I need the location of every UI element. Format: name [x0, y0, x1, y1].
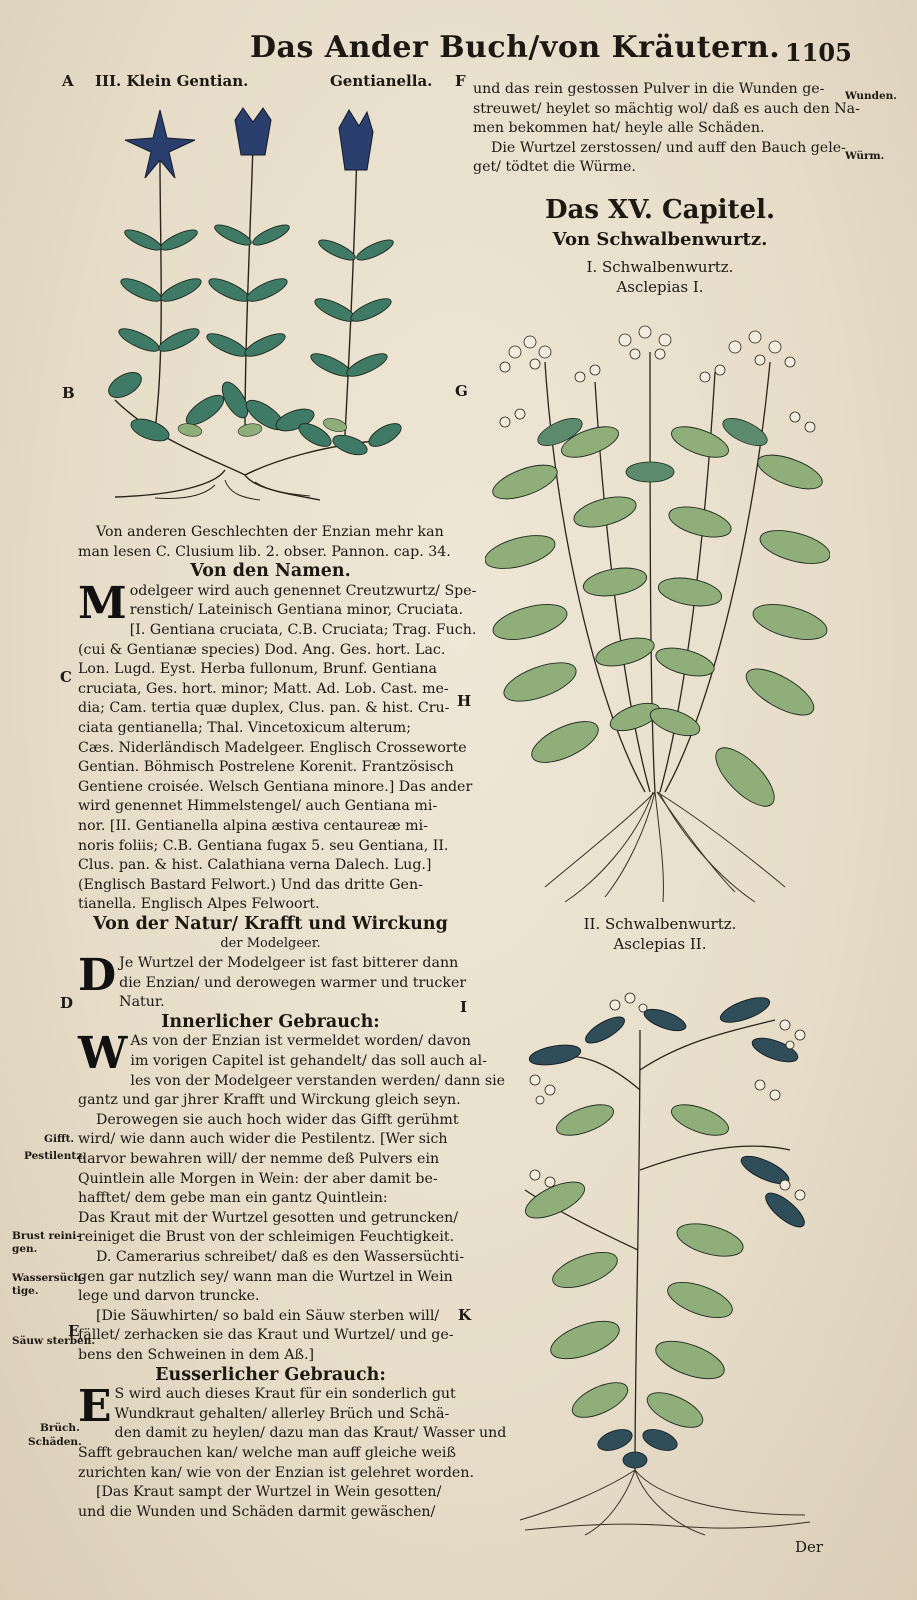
asclepias-1-illustration: [485, 322, 830, 917]
chapter-heading: [475, 195, 845, 296]
side-note-pestilentz: Pestilentz.: [24, 1150, 86, 1162]
gentian-illustration: [95, 100, 415, 515]
nature-paragraph: [78, 950, 467, 1013]
text-line: S wird auch dieses Kraut für ein sonderlich gut: [114, 1386, 456, 1403]
text-line: hafftet/ dem gebe man ein gantz Quintlein:: [78, 1190, 388, 1207]
side-note-wurm: Würm.: [845, 150, 885, 162]
drop-cap-m: M: [78, 577, 127, 629]
asclepias-2-illustration: [515, 970, 820, 1545]
plant3-latin: Asclepias II.: [613, 935, 707, 953]
plant1-label: III. Klein Gentian.: [95, 72, 249, 90]
side-note-wasser-2: tige.: [12, 1285, 39, 1297]
running-title: Das Ander Buch/von Kräutern.: [250, 30, 781, 65]
text-line: Cæs. Niderländisch Madelgeer. Englisch Crosseworte: [78, 739, 467, 756]
text-line: get/ tödtet die Würme.: [473, 159, 636, 176]
text-line: tianella. Englisch Alpes Felwoort.: [78, 896, 320, 913]
text-line: renstich/ Lateinisch Gentiana minor, Cruciata.: [129, 602, 463, 619]
margin-letter-k: K: [458, 1306, 472, 1324]
text-line: noris foliis; C.B. Gentiana fugax 5. seu Gentiana, II.: [78, 837, 449, 854]
text-line: (Englisch Bastard Felwort.) Und das dritte Gen-: [78, 876, 423, 893]
text-line: Gentian. Böhmisch Postrelene Korenit. Frantzösisch: [78, 759, 454, 776]
margin-letter-d: D: [60, 994, 74, 1012]
outer-use-heading: Eusserlicher Gebrauch:: [155, 1364, 386, 1385]
text-line: und die Wunden und Schäden darmit gewäschen/: [78, 1503, 436, 1520]
margin-letter-h: H: [457, 692, 472, 710]
nature-heading: Von der Natur/ Krafft und Wirckung: [93, 913, 448, 934]
nature-heading-2: der Modelgeer.: [220, 936, 321, 952]
text-line: Das Kraut mit der Wurtzel gesotten und getruncken/: [78, 1209, 459, 1226]
text-line: [I. Gentiana cruciata, C.B. Cruciata; Trag. Fuch.: [129, 621, 477, 638]
text-line: Gentiene croisée. Welsch Gentiana minore.] Das ander: [78, 778, 473, 795]
text-line: lege und darvon truncke.: [78, 1288, 260, 1305]
inner-use-paragraph: [78, 1028, 506, 1365]
text-line: Die Wurtzel zerstossen/ und auff den Bauch gele-: [491, 139, 846, 156]
text-line: im vorigen Capitel ist gehandelt/ das soll auch al-: [130, 1053, 487, 1070]
chapter-title: Das XV. Capitel.: [544, 195, 776, 225]
text-line: gantz und gar jhrer Krafft und Wirckung gleich seyn.: [78, 1092, 461, 1109]
side-note-sauw: Säuw sterben.: [12, 1335, 96, 1347]
text-line: Clus. pan. & hist. Calathiana verna Dalech. Lug.]: [78, 857, 432, 874]
plant2-latin: Asclepias I.: [616, 278, 704, 296]
text-line: Derowegen sie auch hoch wider das Gifft gerühmt: [96, 1111, 459, 1128]
text-line: und das rein gestossen Pulver in die Wunden ge-: [473, 81, 825, 97]
margin-letter-c: C: [60, 668, 72, 686]
drop-cap-w: W: [78, 1028, 128, 1080]
text-line: streuwet/ heylet so mächtig wol/ daß es auch den Na-: [473, 100, 860, 117]
text-line: Quintlein alle Morgen in Wein: der aber damit be-: [78, 1170, 438, 1187]
names-paragraph: [78, 577, 477, 915]
catchword: Der: [795, 1538, 824, 1556]
text-line: reiniget die Brust von der schleimigen Feuchtigkeit.: [78, 1229, 455, 1246]
margin-letter-f: F: [455, 72, 466, 90]
drop-cap-e: E: [78, 1381, 112, 1433]
outer-use-paragraph: [78, 1381, 507, 1522]
inner-use-heading: Innerlicher Gebrauch:: [161, 1011, 380, 1032]
side-note-gifft: Gifft.: [44, 1133, 75, 1145]
text-line: den damit zu heylen/ dazu man das Kraut/ Wasser und: [114, 1425, 507, 1442]
text-line: [Die Säuwhirten/ so bald ein Säuw sterben will/: [96, 1307, 440, 1324]
side-note-wunden: Wunden.: [845, 90, 897, 102]
text-line: cruciata, Ges. hort. minor; Matt. Ad. Lob. Cast. me-: [78, 680, 449, 697]
margin-letter-b: B: [62, 384, 75, 402]
plant2-label: I. Schwalbenwurtz.: [586, 258, 734, 276]
text-line: [Das Kraut sampt der Wurtzel in Wein gesotten/: [96, 1484, 442, 1501]
text-line: (cui & Gentianæ species) Dod. Ang. Ges. hort. Lac.: [78, 641, 446, 658]
right-column-top: [473, 80, 860, 178]
side-note-brust: Brust reini-: [12, 1230, 81, 1242]
chapter-subtitle: Von Schwalbenwurtz.: [552, 229, 768, 250]
text-line: men bekommen hat/ heyle alle Schäden.: [473, 120, 765, 137]
margin-letter-e: E: [68, 1322, 80, 1340]
margin-letter-a: A: [62, 72, 74, 90]
margin-letter-g: G: [455, 382, 468, 400]
plant3-caption: [475, 915, 845, 953]
text-line: Safft gebrauchen kan/ welche man auff gleiche weiß: [78, 1444, 456, 1461]
names-heading: Von den Namen.: [190, 561, 351, 582]
text-line: fället/ zerhacken sie das Kraut und Wurtzel/ und ge-: [78, 1327, 454, 1344]
intro-line: man lesen C. Clusium lib. 2. obser. Pannon. cap. 34.: [78, 543, 451, 560]
plant1-latin: Gentianella.: [330, 72, 433, 90]
text-line: odelgeer wird auch genennet Creutzwurtz/ Spe-: [129, 582, 477, 599]
intro-line: Von anderen Geschlechten der Enzian mehr kan: [96, 524, 444, 540]
side-note-schaden: Schäden.: [28, 1436, 82, 1448]
text-line: dia; Cam. tertia quæ duplex, Clus. pan. & hist. Cru-: [78, 700, 450, 717]
text-line: Natur.: [119, 994, 165, 1011]
text-line: Je Wurtzel der Modelgeer ist fast bitterer dann: [119, 955, 459, 972]
text-line: bens den Schweinen in dem Aß.]: [78, 1346, 314, 1363]
text-line: Wundkraut gehalten/ allerley Brüch und Schä-: [114, 1405, 450, 1422]
text-line: les von der Modelgeer verstanden werden/ dann sie: [130, 1072, 506, 1089]
text-line: nor. [II. Gentianella alpina æstiva centaureæ mi-: [78, 817, 428, 834]
left-column: [78, 523, 507, 1522]
side-note-bruch: Brüch.: [40, 1422, 80, 1434]
side-note-brust-2: gen.: [12, 1243, 38, 1255]
text-line: ciata gentianella; Thal. Vincetoxicum alterum;: [78, 719, 411, 736]
text-line: As von der Enzian ist vermeldet worden/ davon: [130, 1033, 471, 1050]
page-number: 1105: [785, 38, 852, 67]
drop-cap-d: D: [78, 950, 117, 1002]
text-line: die Enzian/ und derowegen warmer und trucker: [119, 974, 467, 991]
text-line: Lon. Lugd. Eyst. Herba fullonum, Brunf. Gentiana: [78, 661, 437, 678]
margin-letter-i: I: [460, 998, 468, 1016]
text-line: wird genennet Himmelstengel/ auch Gentiana mi-: [78, 798, 438, 815]
text-line: gen gar nutzlich sey/ wann man die Wurtzel in Wein: [78, 1268, 453, 1285]
text-line: wird/ wie dann auch wider die Pestilentz. [Wer sich: [78, 1131, 448, 1148]
text-line: darvor bewahren will/ der nemme deß Pulvers ein: [78, 1151, 440, 1167]
text-line: D. Camerarius schreibet/ daß es den Wassersüchti-: [96, 1248, 465, 1265]
plant3-label: II. Schwalbenwurtz.: [583, 915, 737, 933]
text-line: zurichten kan/ wie von der Enzian ist gelehret worden.: [78, 1464, 474, 1481]
side-note-wasser: Wassersüch-: [12, 1272, 86, 1284]
